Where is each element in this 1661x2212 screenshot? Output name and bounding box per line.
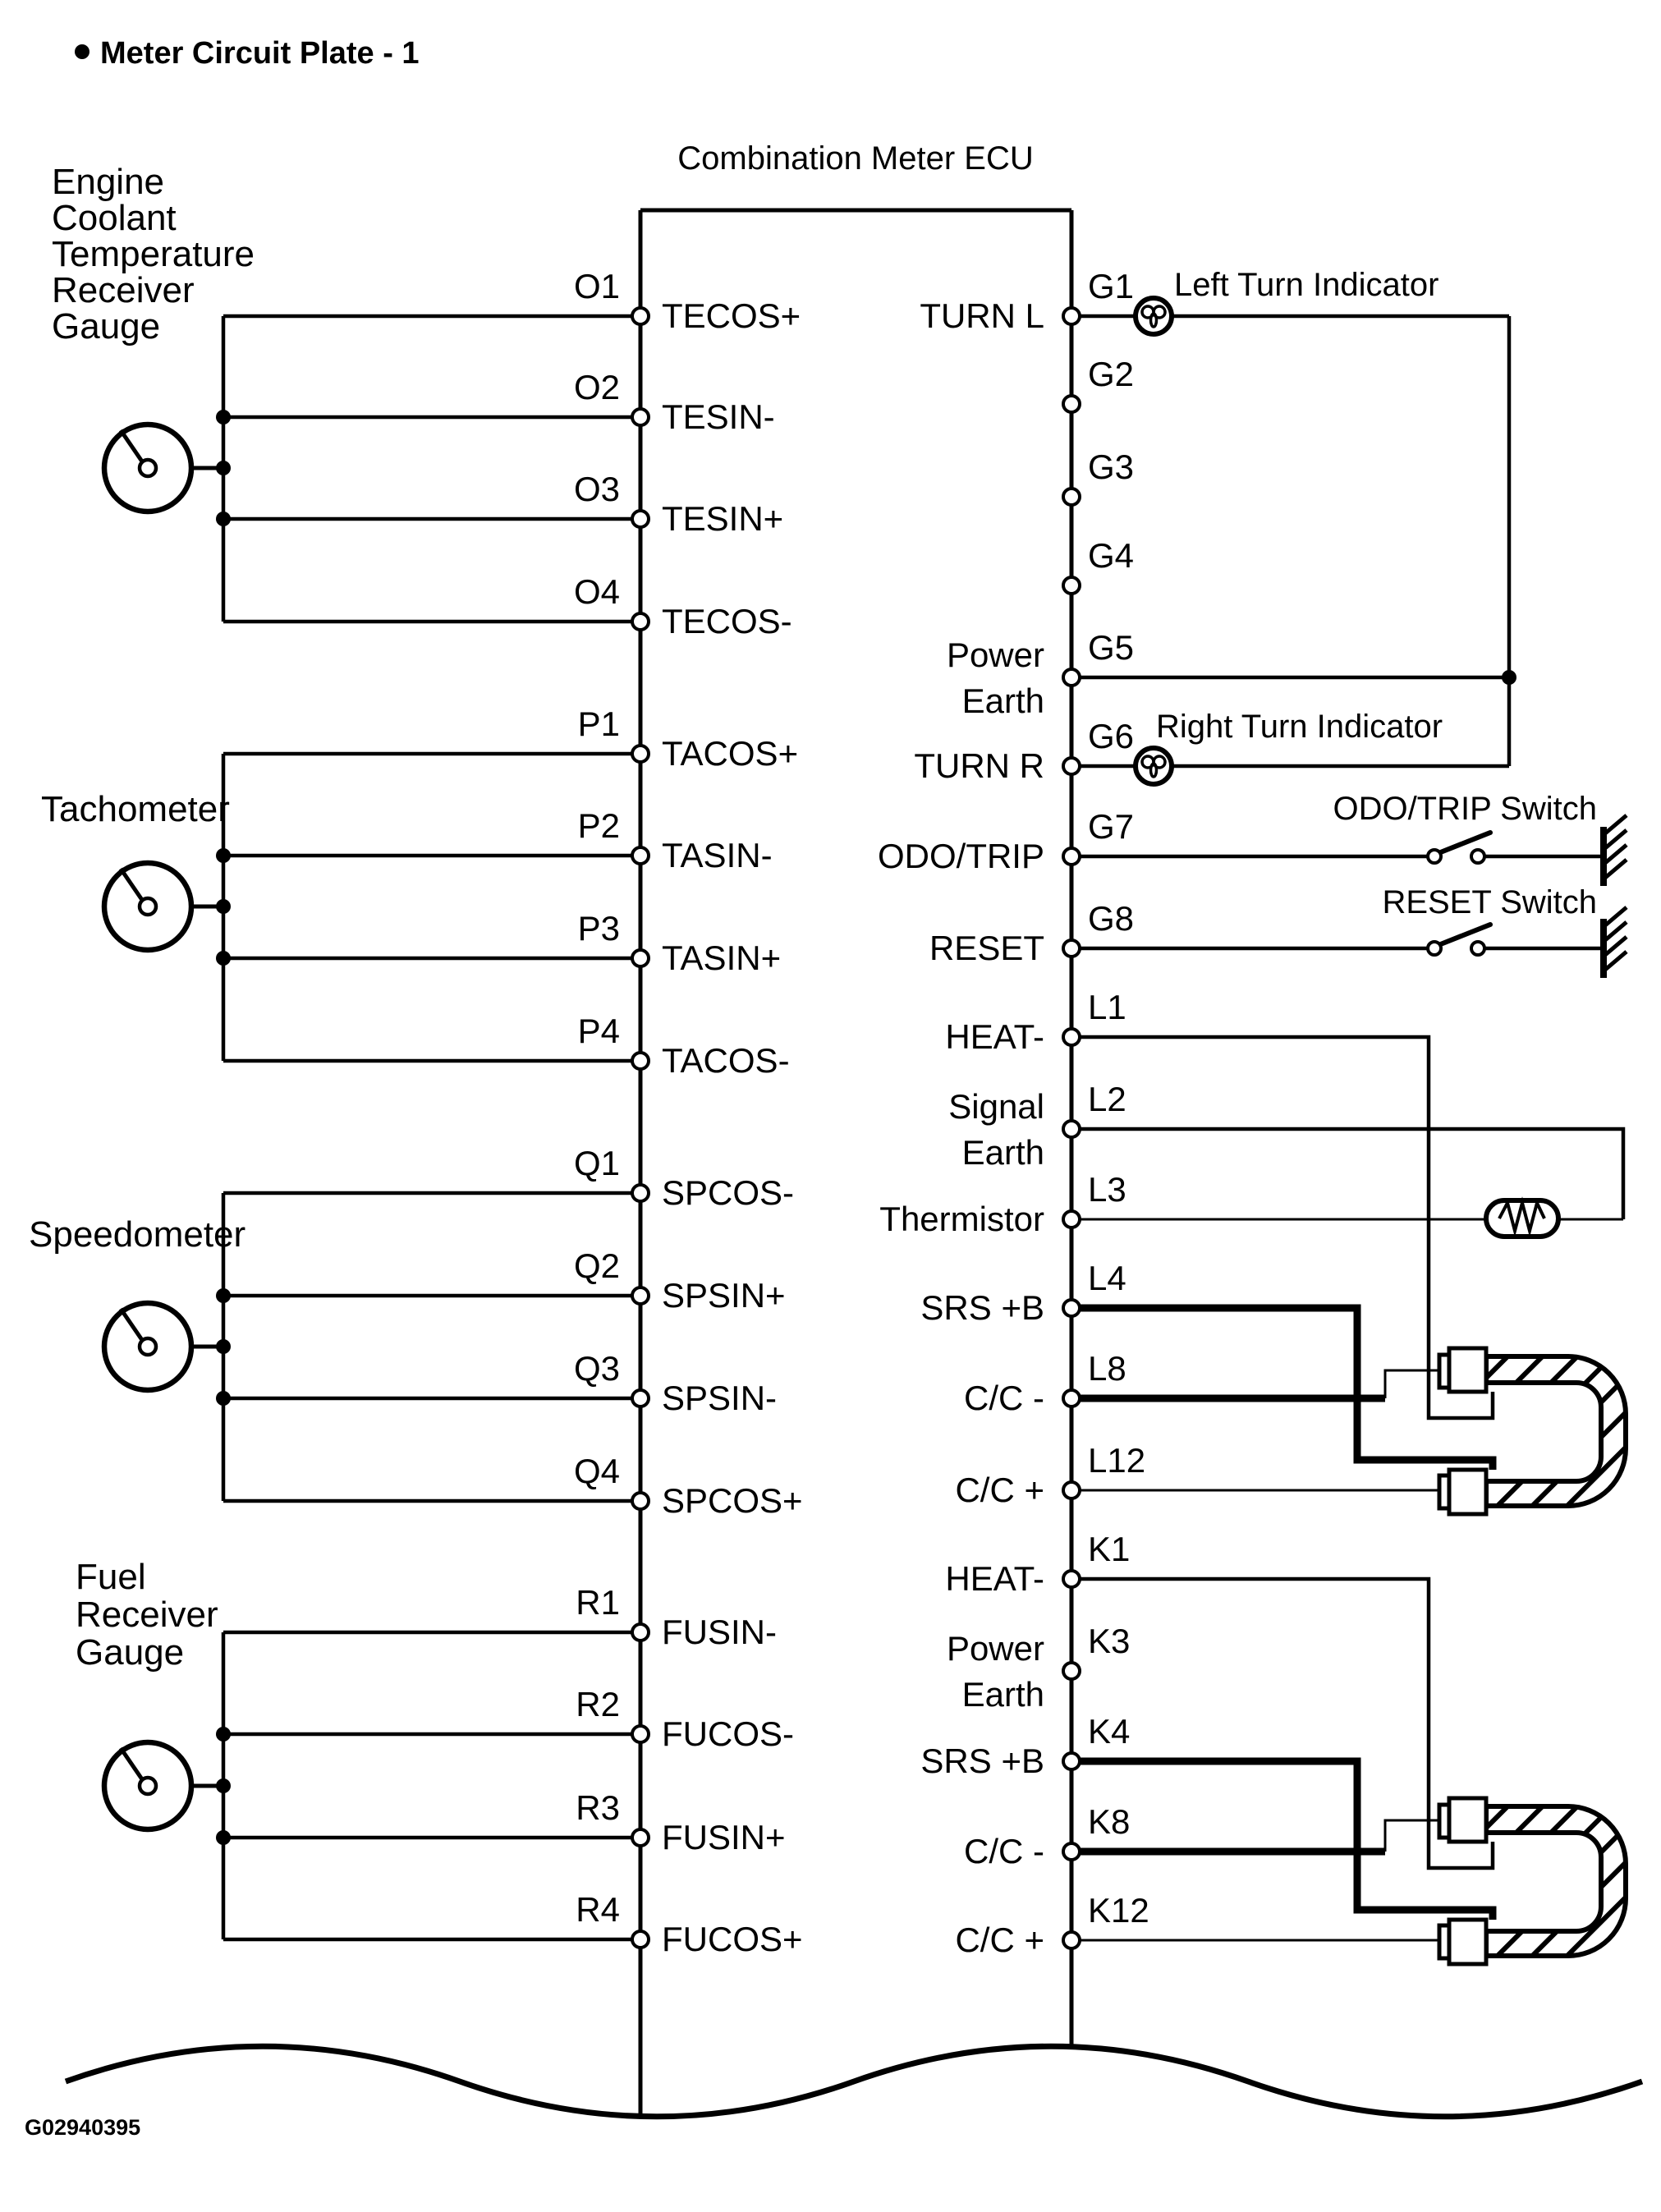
pin-K1 xyxy=(1063,1571,1080,1587)
gauge1-label-line3: Temperature xyxy=(52,234,255,274)
pin-R1 xyxy=(632,1624,649,1641)
pin-id-L12: L12 xyxy=(1088,1441,1146,1480)
coolant-gauge-icon xyxy=(104,425,224,512)
gauge1-label-line1: Engine xyxy=(52,162,165,202)
signal-L2-line2: Earth xyxy=(961,1133,1044,1172)
pin-id-O2: O2 xyxy=(573,368,620,406)
pin-id-K4: K4 xyxy=(1088,1712,1131,1751)
pin-K12 xyxy=(1063,1932,1080,1948)
signal-R3: FUSIN+ xyxy=(662,1818,786,1856)
pin-id-P2: P2 xyxy=(577,806,620,845)
pin-id-Q3: Q3 xyxy=(573,1349,620,1388)
pin-id-G1: G1 xyxy=(1088,267,1135,305)
pin-L2 xyxy=(1063,1121,1080,1137)
pin-id-G4: G4 xyxy=(1088,536,1135,575)
signal-Q1: SPCOS- xyxy=(662,1173,795,1212)
pin-id-L3: L3 xyxy=(1088,1170,1126,1209)
pin-G2 xyxy=(1063,396,1080,412)
signal-L2-line1: Signal xyxy=(948,1087,1044,1126)
signal-Q4: SPCOS+ xyxy=(662,1481,803,1520)
odo-trip-switch-annotation: ODO/TRIP Switch xyxy=(1333,791,1597,827)
signal-K12: C/C + xyxy=(955,1921,1044,1959)
signal-G5-line2: Earth xyxy=(961,681,1044,720)
gauge1-label-line5: Gauge xyxy=(52,306,161,346)
signal-P2: TASIN- xyxy=(662,836,773,874)
signal-O4: TECOS- xyxy=(662,602,792,640)
pin-P4 xyxy=(632,1053,649,1069)
signal-K1: HEAT- xyxy=(945,1559,1044,1598)
pin-P1 xyxy=(632,746,649,762)
pin-O3 xyxy=(632,511,649,527)
spiral-cable-circuit-upper xyxy=(1071,1037,1626,1514)
pin-id-G7: G7 xyxy=(1088,807,1135,846)
gauge2-label: Tachometer xyxy=(41,789,230,829)
pin-id-R4: R4 xyxy=(576,1890,620,1929)
gauge1-label-line2: Coolant xyxy=(52,198,177,238)
signal-L1: HEAT- xyxy=(945,1017,1044,1056)
pin-K3 xyxy=(1063,1663,1080,1679)
left-turn-lamp-icon xyxy=(1136,298,1172,334)
break-wave-line xyxy=(66,2046,1642,2117)
signal-G5-line1: Power xyxy=(946,636,1044,674)
bullet-icon xyxy=(75,44,89,59)
right-turn-lamp-icon xyxy=(1136,748,1172,784)
signal-G1: TURN L xyxy=(920,296,1044,335)
pin-id-G2: G2 xyxy=(1088,355,1135,393)
signal-R1: FUSIN- xyxy=(662,1613,777,1651)
gauge1-label-line4: Receiver xyxy=(52,270,195,310)
pin-id-G8: G8 xyxy=(1088,899,1135,938)
pin-R3 xyxy=(632,1829,649,1846)
signal-O3: TESIN+ xyxy=(662,499,784,538)
signal-Q2: SPSIN+ xyxy=(662,1276,786,1315)
pin-G8 xyxy=(1063,940,1080,957)
pin-R2 xyxy=(632,1726,649,1742)
right-turn-annotation: Right Turn Indicator xyxy=(1156,709,1443,745)
spiral-cable-assembly-lower xyxy=(1439,1798,1626,1964)
gauge3-label: Speedometer xyxy=(29,1214,246,1255)
pin-P3 xyxy=(632,950,649,966)
pin-id-O3: O3 xyxy=(573,470,620,508)
signal-G6: TURN R xyxy=(914,746,1044,785)
signal-R2: FUCOS- xyxy=(662,1714,794,1753)
fuel-gauge-icon xyxy=(104,1742,224,1829)
pin-id-G5: G5 xyxy=(1088,628,1135,667)
pin-id-K8: K8 xyxy=(1088,1802,1131,1841)
page-title: Meter Circuit Plate - 1 xyxy=(100,36,420,71)
gauge4-label-line3: Gauge xyxy=(76,1632,185,1673)
fuel-gauge-circuit xyxy=(104,1632,640,1939)
pin-Q1 xyxy=(632,1185,649,1201)
header xyxy=(75,36,420,71)
pin-L8 xyxy=(1063,1390,1080,1407)
pin-id-P4: P4 xyxy=(577,1012,620,1050)
signal-K8: C/C - xyxy=(964,1832,1044,1870)
signal-L3: Thermistor xyxy=(879,1200,1044,1238)
pin-id-O4: O4 xyxy=(573,572,620,611)
pin-L3 xyxy=(1063,1211,1080,1228)
signal-L4: SRS +B xyxy=(920,1288,1044,1327)
pin-G6 xyxy=(1063,758,1080,774)
pin-id-R1: R1 xyxy=(576,1583,620,1622)
figure-code: G02940395 xyxy=(25,2115,141,2140)
signal-L8: C/C - xyxy=(964,1379,1044,1417)
pin-O2 xyxy=(632,409,649,425)
pin-Q4 xyxy=(632,1493,649,1509)
engine-coolant-gauge-circuit xyxy=(104,316,640,622)
signal-P4: TACOS- xyxy=(662,1041,790,1080)
signal-G8: RESET xyxy=(929,929,1044,967)
signal-O1: TECOS+ xyxy=(662,296,801,335)
pin-O4 xyxy=(632,613,649,630)
pin-G4 xyxy=(1063,577,1080,594)
left-turn-annotation: Left Turn Indicator xyxy=(1174,267,1439,303)
signal-Q3: SPSIN- xyxy=(662,1379,778,1417)
pin-K8 xyxy=(1063,1843,1080,1860)
pin-id-P1: P1 xyxy=(577,704,620,743)
signal-O2: TESIN- xyxy=(662,397,775,436)
gauge4-label-line1: Fuel xyxy=(76,1557,146,1597)
pin-id-L2: L2 xyxy=(1088,1080,1126,1118)
pin-id-Q4: Q4 xyxy=(573,1452,620,1490)
pin-id-R2: R2 xyxy=(576,1685,620,1723)
right-pin-texts xyxy=(878,267,1597,1959)
signal-G7: ODO/TRIP xyxy=(877,837,1044,875)
pin-id-K1: K1 xyxy=(1088,1530,1131,1568)
reset-switch-annotation: RESET Switch xyxy=(1382,884,1597,920)
pin-Q2 xyxy=(632,1287,649,1304)
pin-K4 xyxy=(1063,1753,1080,1769)
pin-L1 xyxy=(1063,1029,1080,1045)
pin-G3 xyxy=(1063,489,1080,505)
tachometer-gauge-icon xyxy=(104,863,224,950)
pin-id-O1: O1 xyxy=(573,267,620,305)
pin-id-L8: L8 xyxy=(1088,1349,1126,1388)
pin-O1 xyxy=(632,308,649,324)
pin-id-G3: G3 xyxy=(1088,447,1135,486)
pin-R4 xyxy=(632,1931,649,1948)
pin-id-K12: K12 xyxy=(1088,1891,1149,1930)
pin-L4 xyxy=(1063,1300,1080,1316)
signal-L12: C/C + xyxy=(955,1471,1044,1509)
pin-id-P3: P3 xyxy=(577,909,620,948)
pin-id-K3: K3 xyxy=(1088,1622,1131,1660)
signal-R4: FUCOS+ xyxy=(662,1920,803,1958)
pin-G5 xyxy=(1063,669,1080,686)
pin-id-L4: L4 xyxy=(1088,1259,1126,1297)
gauge4-label-line2: Receiver xyxy=(76,1595,218,1635)
pin-id-Q2: Q2 xyxy=(573,1246,620,1285)
speedometer-gauge-icon xyxy=(104,1303,224,1390)
pin-id-Q1: Q1 xyxy=(573,1144,620,1182)
pin-G7 xyxy=(1063,848,1080,865)
pin-id-G6: G6 xyxy=(1088,717,1135,755)
spiral-cable-circuit-lower xyxy=(1071,1579,1626,1964)
pin-id-R3: R3 xyxy=(576,1788,620,1827)
signal-K3-line1: Power xyxy=(946,1629,1044,1668)
pin-id-L1: L1 xyxy=(1088,988,1126,1026)
pin-G1 xyxy=(1063,308,1080,324)
signal-P1: TACOS+ xyxy=(662,734,799,773)
signal-K4: SRS +B xyxy=(920,1742,1044,1780)
pin-L12 xyxy=(1063,1482,1080,1498)
pin-P2 xyxy=(632,847,649,864)
signal-P3: TASIN+ xyxy=(662,938,782,977)
pin-Q3 xyxy=(632,1390,649,1407)
signal-K3-line2: Earth xyxy=(961,1675,1044,1714)
ecu-title: Combination Meter ECU xyxy=(677,140,1034,177)
spiral-cable-assembly-upper xyxy=(1439,1348,1626,1514)
thermistor-circuit xyxy=(1071,1129,1623,1237)
